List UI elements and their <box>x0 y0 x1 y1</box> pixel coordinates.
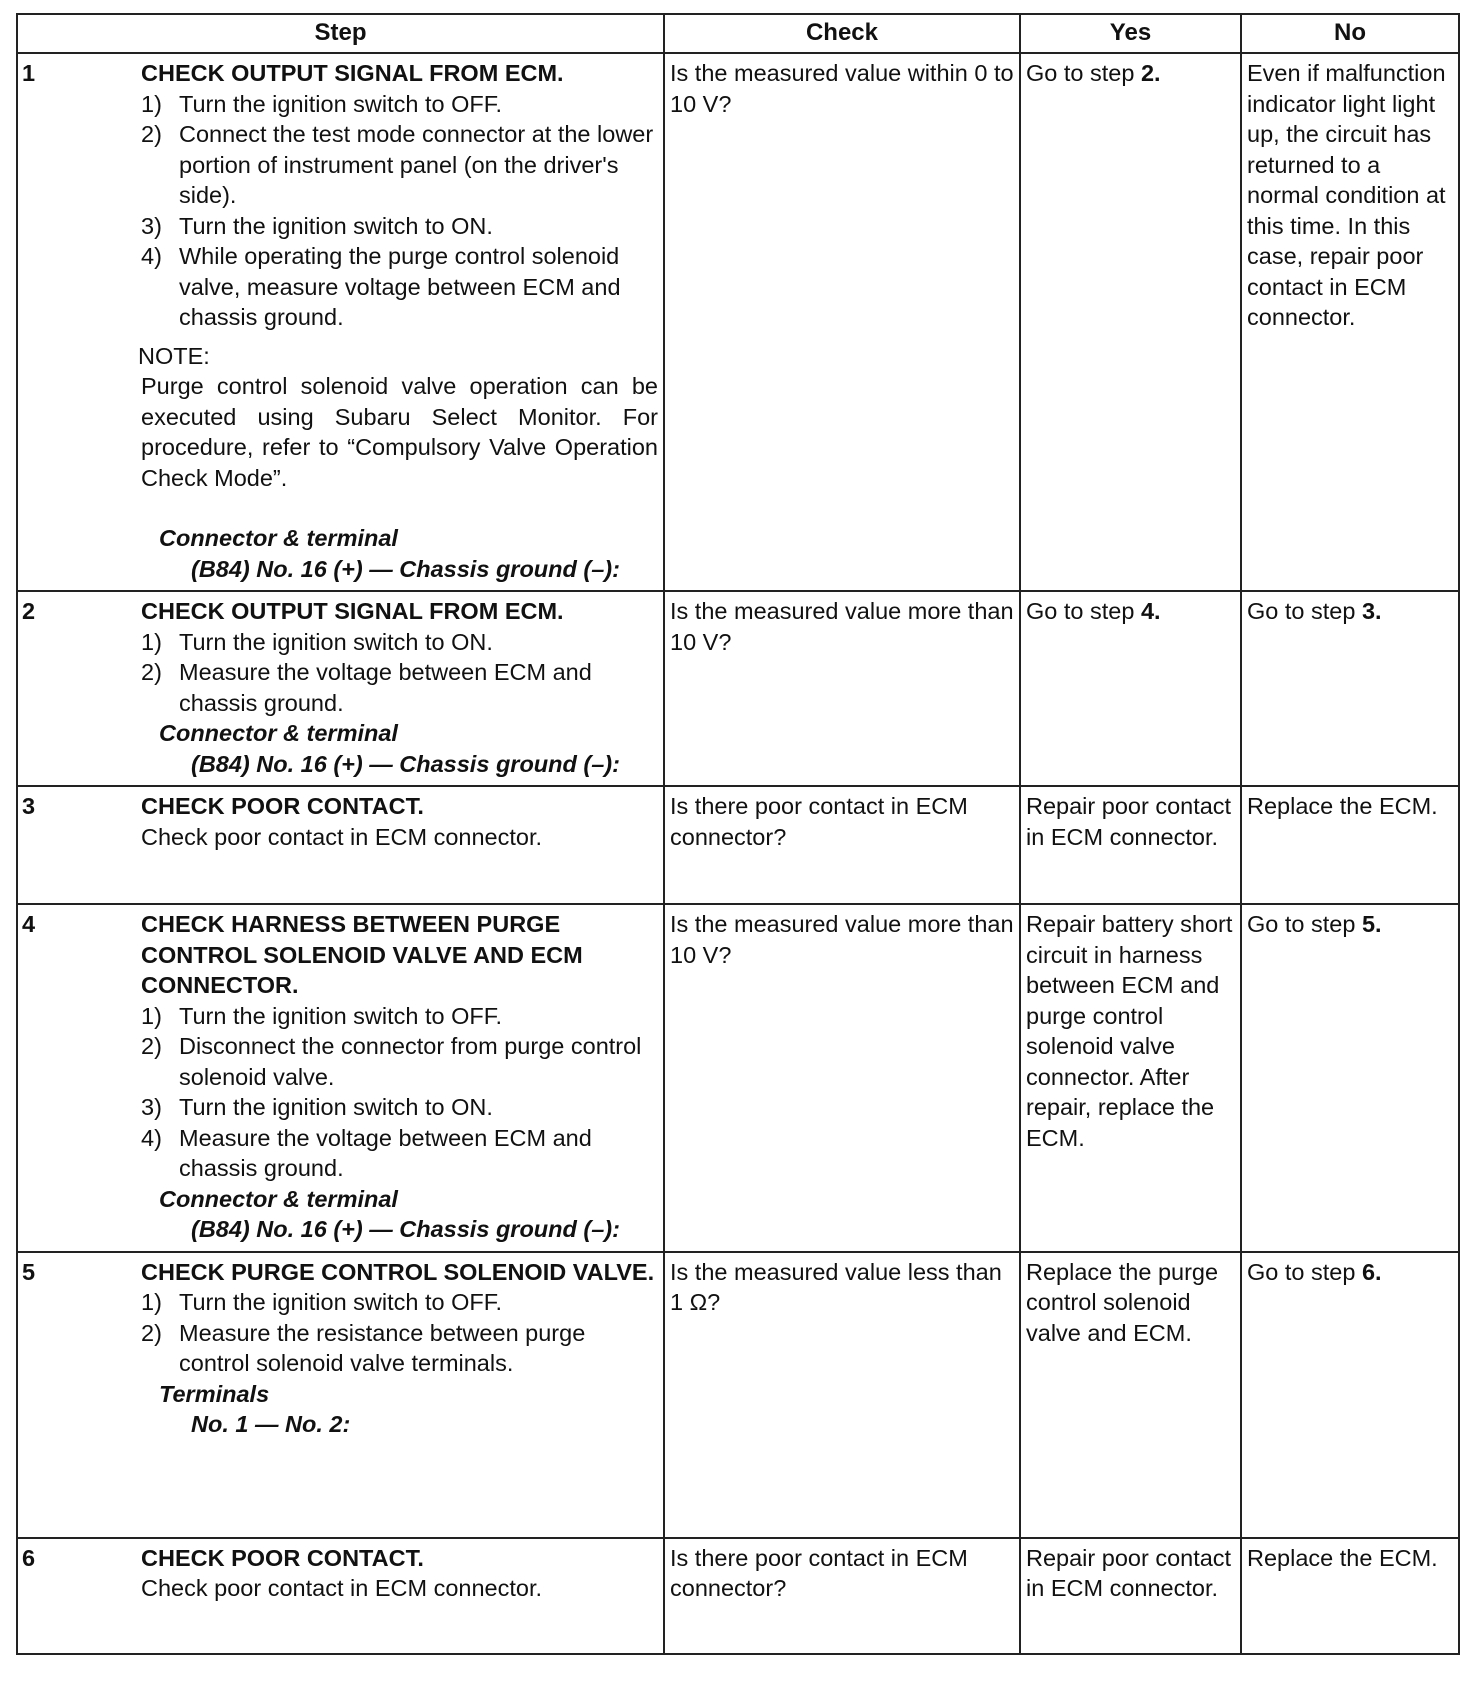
yes-cell: Repair poor contact in ECM connector. <box>1020 1538 1241 1654</box>
procedure-list <box>141 1001 658 1184</box>
procedure-item: 3) Turn the ignition switch to ON. <box>141 212 493 239</box>
procedure-item: 1) Turn the ignition switch to ON. <box>141 628 493 655</box>
table-row <box>17 591 1459 786</box>
header-yes: Yes <box>1020 14 1241 53</box>
step-title: CHECK OUTPUT SIGNAL FROM ECM. <box>141 60 564 86</box>
step-cell <box>17 904 664 1252</box>
table-row <box>17 786 1459 904</box>
step-number: 6 <box>22 1544 36 1571</box>
table-row <box>17 1252 1459 1538</box>
step-cell <box>17 53 664 591</box>
diagnostic-table <box>16 13 1460 1655</box>
note-text: Purge control solenoid valve operation can be executed using Subaru Select Monitor. For procedure, refer to “Compulsory Valve Operation Check Mode”. <box>141 373 658 491</box>
header-step: Step <box>17 14 664 53</box>
header-no: No <box>1241 14 1459 53</box>
procedure-list <box>141 89 658 333</box>
step-title: CHECK HARNESS BETWEEN PURGE CONTROL SOLENOID VALVE AND ECM CONNECTOR. <box>141 911 583 998</box>
step-title: CHECK POOR CONTACT. <box>141 793 424 819</box>
step-body: Check poor contact in ECM connector. <box>141 1575 543 1601</box>
spec-label: Connector & terminal <box>159 720 398 746</box>
table-row <box>17 1538 1459 1654</box>
step-title: CHECK PURGE CONTROL SOLENOID VALVE. <box>141 1258 655 1285</box>
yes-cell: Replace the purge control solenoid valve and ECM. <box>1020 1252 1241 1538</box>
yes-cell: Go to step 2. <box>1020 53 1241 591</box>
table-row <box>17 904 1459 1252</box>
step-cell <box>17 591 664 786</box>
spec-label: Connector & terminal <box>159 1185 398 1212</box>
step-number: 1 <box>22 60 36 86</box>
step-title: CHECK POOR CONTACT. <box>141 1544 424 1571</box>
spec-value: (B84) No. 16 (+) — Chassis ground (–): <box>191 750 620 777</box>
check-cell: Is there poor contact in ECM connector? <box>664 1538 1020 1654</box>
spec-label: Connector & terminal <box>159 525 398 551</box>
step-cell <box>17 786 664 904</box>
header-check: Check <box>664 14 1020 53</box>
procedure-item: 4) Measure the voltage between ECM and chassis ground. <box>141 1124 592 1181</box>
check-cell: Is the measured value less than 1 Ω? <box>664 1252 1020 1538</box>
table-row <box>17 53 1459 591</box>
procedure-item: 4) While operating the purge control solenoid valve, measure voltage between ECM and chassis ground. <box>141 243 621 330</box>
procedure-item: 1) Turn the ignition switch to OFF. <box>141 1289 503 1315</box>
check-cell: Is there poor contact in ECM connector? <box>664 786 1020 904</box>
no-cell: Replace the ECM. <box>1241 786 1459 904</box>
check-cell: Is the measured value more than 10 V? <box>664 591 1020 786</box>
spec-value: No. 1 — No. 2: <box>191 1411 351 1437</box>
step-number: 2 <box>22 598 36 624</box>
procedure-item: 2) Connect the test mode connector at the lower portion of instrument panel (on the driver's side). <box>141 121 654 208</box>
no-cell: Go to step 5. <box>1241 904 1459 1252</box>
note-label: NOTE: <box>138 342 210 369</box>
procedure-item: 2) Measure the voltage between ECM and chassis ground. <box>141 659 592 716</box>
step-cell <box>17 1252 664 1538</box>
step-title: CHECK OUTPUT SIGNAL FROM ECM. <box>141 598 564 624</box>
yes-cell: Repair poor contact in ECM connector. <box>1020 786 1241 904</box>
check-cell: Is the measured value more than 10 V? <box>664 904 1020 1252</box>
procedure-item: 2) Disconnect the connector from purge control solenoid valve. <box>141 1033 642 1090</box>
step-number: 5 <box>22 1258 36 1285</box>
yes-cell: Go to step 4. <box>1020 591 1241 786</box>
step-number: 3 <box>22 793 36 819</box>
procedure-item: 3) Turn the ignition switch to ON. <box>141 1094 493 1120</box>
procedure-item: 1) Turn the ignition switch to OFF. <box>141 90 503 117</box>
no-cell: Go to step 6. <box>1241 1252 1459 1538</box>
spec-value: (B84) No. 16 (+) — Chassis ground (–): <box>191 555 620 582</box>
no-cell: Go to step 3. <box>1241 591 1459 786</box>
procedure-list <box>141 627 658 719</box>
procedure-list <box>141 1287 658 1379</box>
no-cell: Even if malfunction indicator light light up, the circuit has returned to a normal condition at this time. In this case, repair poor contact in ECM connector. <box>1241 53 1459 591</box>
procedure-item: 1) Turn the ignition switch to OFF. <box>141 1002 503 1029</box>
header-row <box>17 14 1459 53</box>
yes-cell: Repair battery short circuit in harness between ECM and purge control solenoid valve connector. After repair, replace the ECM. <box>1020 904 1241 1252</box>
step-cell <box>17 1538 664 1654</box>
procedure-item: 2) Measure the resistance between purge control solenoid valve terminals. <box>141 1319 586 1376</box>
spec-label: Terminals <box>159 1380 270 1407</box>
step-number: 4 <box>22 911 36 937</box>
check-cell: Is the measured value within 0 to 10 V? <box>664 53 1020 591</box>
step-body: Check poor contact in ECM connector. <box>141 823 543 850</box>
spec-value: (B84) No. 16 (+) — Chassis ground (–): <box>191 1216 620 1242</box>
no-cell: Replace the ECM. <box>1241 1538 1459 1654</box>
